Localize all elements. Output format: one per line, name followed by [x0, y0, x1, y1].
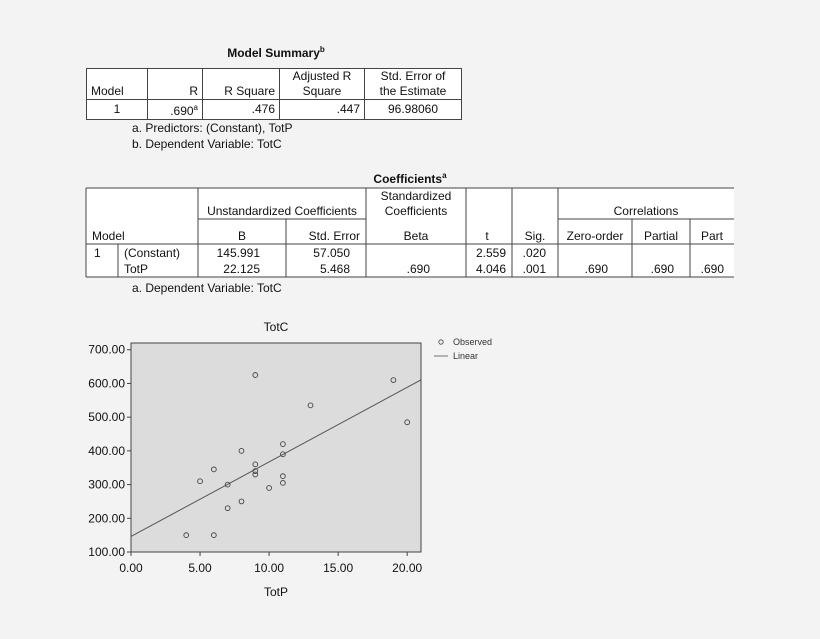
cell-model-number: 1 [94, 246, 101, 260]
coefficients-title: Coefficients$^a$ [373, 171, 447, 186]
header-standardized-line2: Coefficients [384, 204, 448, 218]
y-tick-label: 300.00 [88, 477, 125, 492]
header-part: Part [700, 229, 724, 243]
x-axis-label: TotP [263, 585, 289, 599]
coefficients-note: a. Dependent Variable: TotC [132, 281, 282, 295]
header-zero-order: Zero-order [566, 229, 624, 243]
table-row [87, 100, 462, 120]
x-tick-label: 15.00 [323, 561, 354, 575]
header-standardized-line1: Standardized [380, 189, 452, 203]
cell-part: .690 [700, 262, 724, 276]
x-tick-label: 0.00 [119, 561, 143, 575]
plot-area [131, 343, 421, 552]
model-summary-note-a: a. Predictors: (Constant), TotP [132, 121, 293, 135]
cell-r: .690$^a$ [148, 100, 203, 120]
model-summary-note-b: b. Dependent Variable: TotC [132, 137, 282, 151]
cell-beta: .690 [406, 262, 430, 276]
cell-std-error: 57.050 [313, 246, 350, 260]
header-std-error-estimate: Std. Error of the Estimate [365, 69, 462, 100]
cell-row-name: TotP [124, 262, 149, 276]
x-tick-label: 5.00 [188, 561, 212, 575]
header-b: B [237, 229, 247, 243]
header-model: Model [87, 69, 148, 100]
cell-sig: .001 [522, 262, 546, 276]
model-summary-table [86, 68, 462, 120]
legend-observed-label: Observed [453, 337, 493, 347]
legend-observed-marker [439, 340, 443, 344]
y-tick-label: 200.00 [88, 511, 125, 526]
y-tick-label: 600.00 [88, 376, 125, 391]
cell-t: 4.046 [475, 262, 506, 276]
header-correlations: Correlations [613, 204, 679, 218]
cell-std-error: 96.98060 [365, 100, 462, 120]
cell-t: 2.559 [475, 246, 506, 260]
cell-partial: .690 [650, 262, 674, 276]
cell-model: 1 [87, 100, 148, 120]
x-tick-label: 10.00 [254, 561, 285, 575]
cell-adjusted-r-square: .447 [280, 100, 365, 120]
cell-b: 145.991 [216, 246, 260, 260]
x-tick-label: 20.00 [392, 561, 423, 575]
header-t: t [485, 229, 489, 243]
y-tick-label: 500.00 [88, 410, 125, 425]
scatter-chart [0, 315, 820, 615]
table-header-row [87, 69, 462, 100]
legend-linear-label: Linear [453, 351, 479, 361]
coefficients-table [0, 185, 820, 295]
header-partial: Partial [643, 229, 679, 243]
cell-sig: .020 [522, 246, 546, 260]
model-summary-title: Model Summary$^b$ [227, 45, 325, 60]
header-beta: Beta [403, 229, 429, 243]
cell-zero-order: .690 [584, 262, 608, 276]
y-tick-label: 700.00 [88, 342, 125, 357]
header-std-error: Std. Error [308, 229, 360, 243]
y-tick-label: 100.00 [88, 545, 125, 559]
cell-row-name: (Constant) [124, 246, 181, 260]
y-tick-label: 400.00 [88, 443, 125, 458]
header-model: Model [92, 229, 125, 243]
cell-std-error: 5.468 [319, 262, 350, 276]
header-r-square: R Square [203, 69, 280, 100]
cell-r-square: .476 [203, 100, 280, 120]
header-sig: Sig. [524, 229, 546, 243]
header-unstandardized-coefficients: Unstandardized Coefficients [207, 204, 357, 218]
header-r: R [148, 69, 203, 100]
cell-b: 22.125 [223, 262, 260, 276]
header-adjusted-r-square: Adjusted R Square [280, 69, 365, 100]
chart-title: TotC [263, 320, 289, 334]
